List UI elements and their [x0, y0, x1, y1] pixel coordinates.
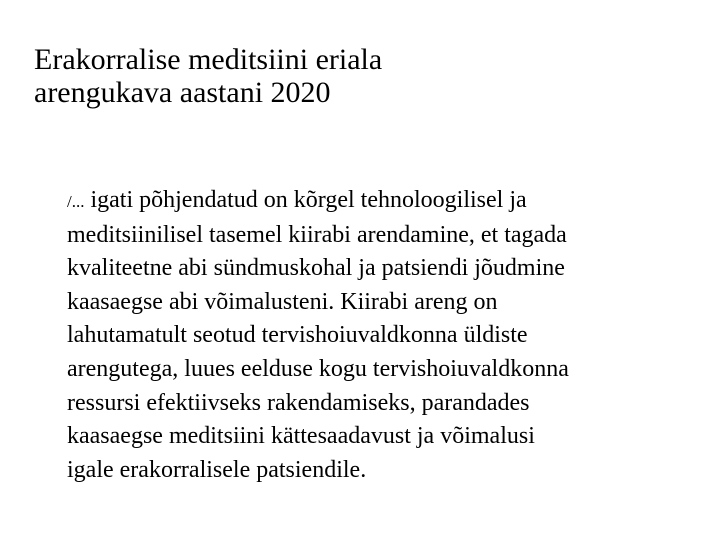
ellipsis-lead: /... [67, 192, 85, 211]
body-line-3: kvaliteetne abi sündmuskohal ja patsiendi jõudmine [67, 255, 565, 282]
body-line-6: arengutega, luues eelduse kogu tervishoiuvaldkonna [67, 355, 569, 382]
body-line-1 [67, 184, 687, 219]
body-line-7: ressursi efektiivseks rakendamiseks, parandades [67, 389, 530, 416]
body-line-1-text: igati põhjendatud on kõrgel tehnoloogilisel ja [84, 187, 527, 213]
slide-title-line-2: arengukava aastani 2020 [34, 76, 331, 109]
body-line-9: igale erakorralisele patsiendile. [67, 456, 367, 483]
slide-body-text [67, 184, 687, 487]
body-line-2: meditsiinilisel tasemel kiirabi arendamine, et tagada [67, 221, 567, 248]
body-line-8: kaasaegse meditsiini kättesaadavust ja võimalusi [67, 423, 535, 450]
body-line-4: kaasaegse abi võimalusteni. Kiirabi areng on [67, 288, 498, 315]
slide-title-line-1: Erakorralise meditsiini eriala [34, 43, 383, 76]
slide-title [34, 43, 674, 109]
body-line-5: lahutamatult seotud tervishoiuvaldkonna üldiste [67, 322, 528, 349]
